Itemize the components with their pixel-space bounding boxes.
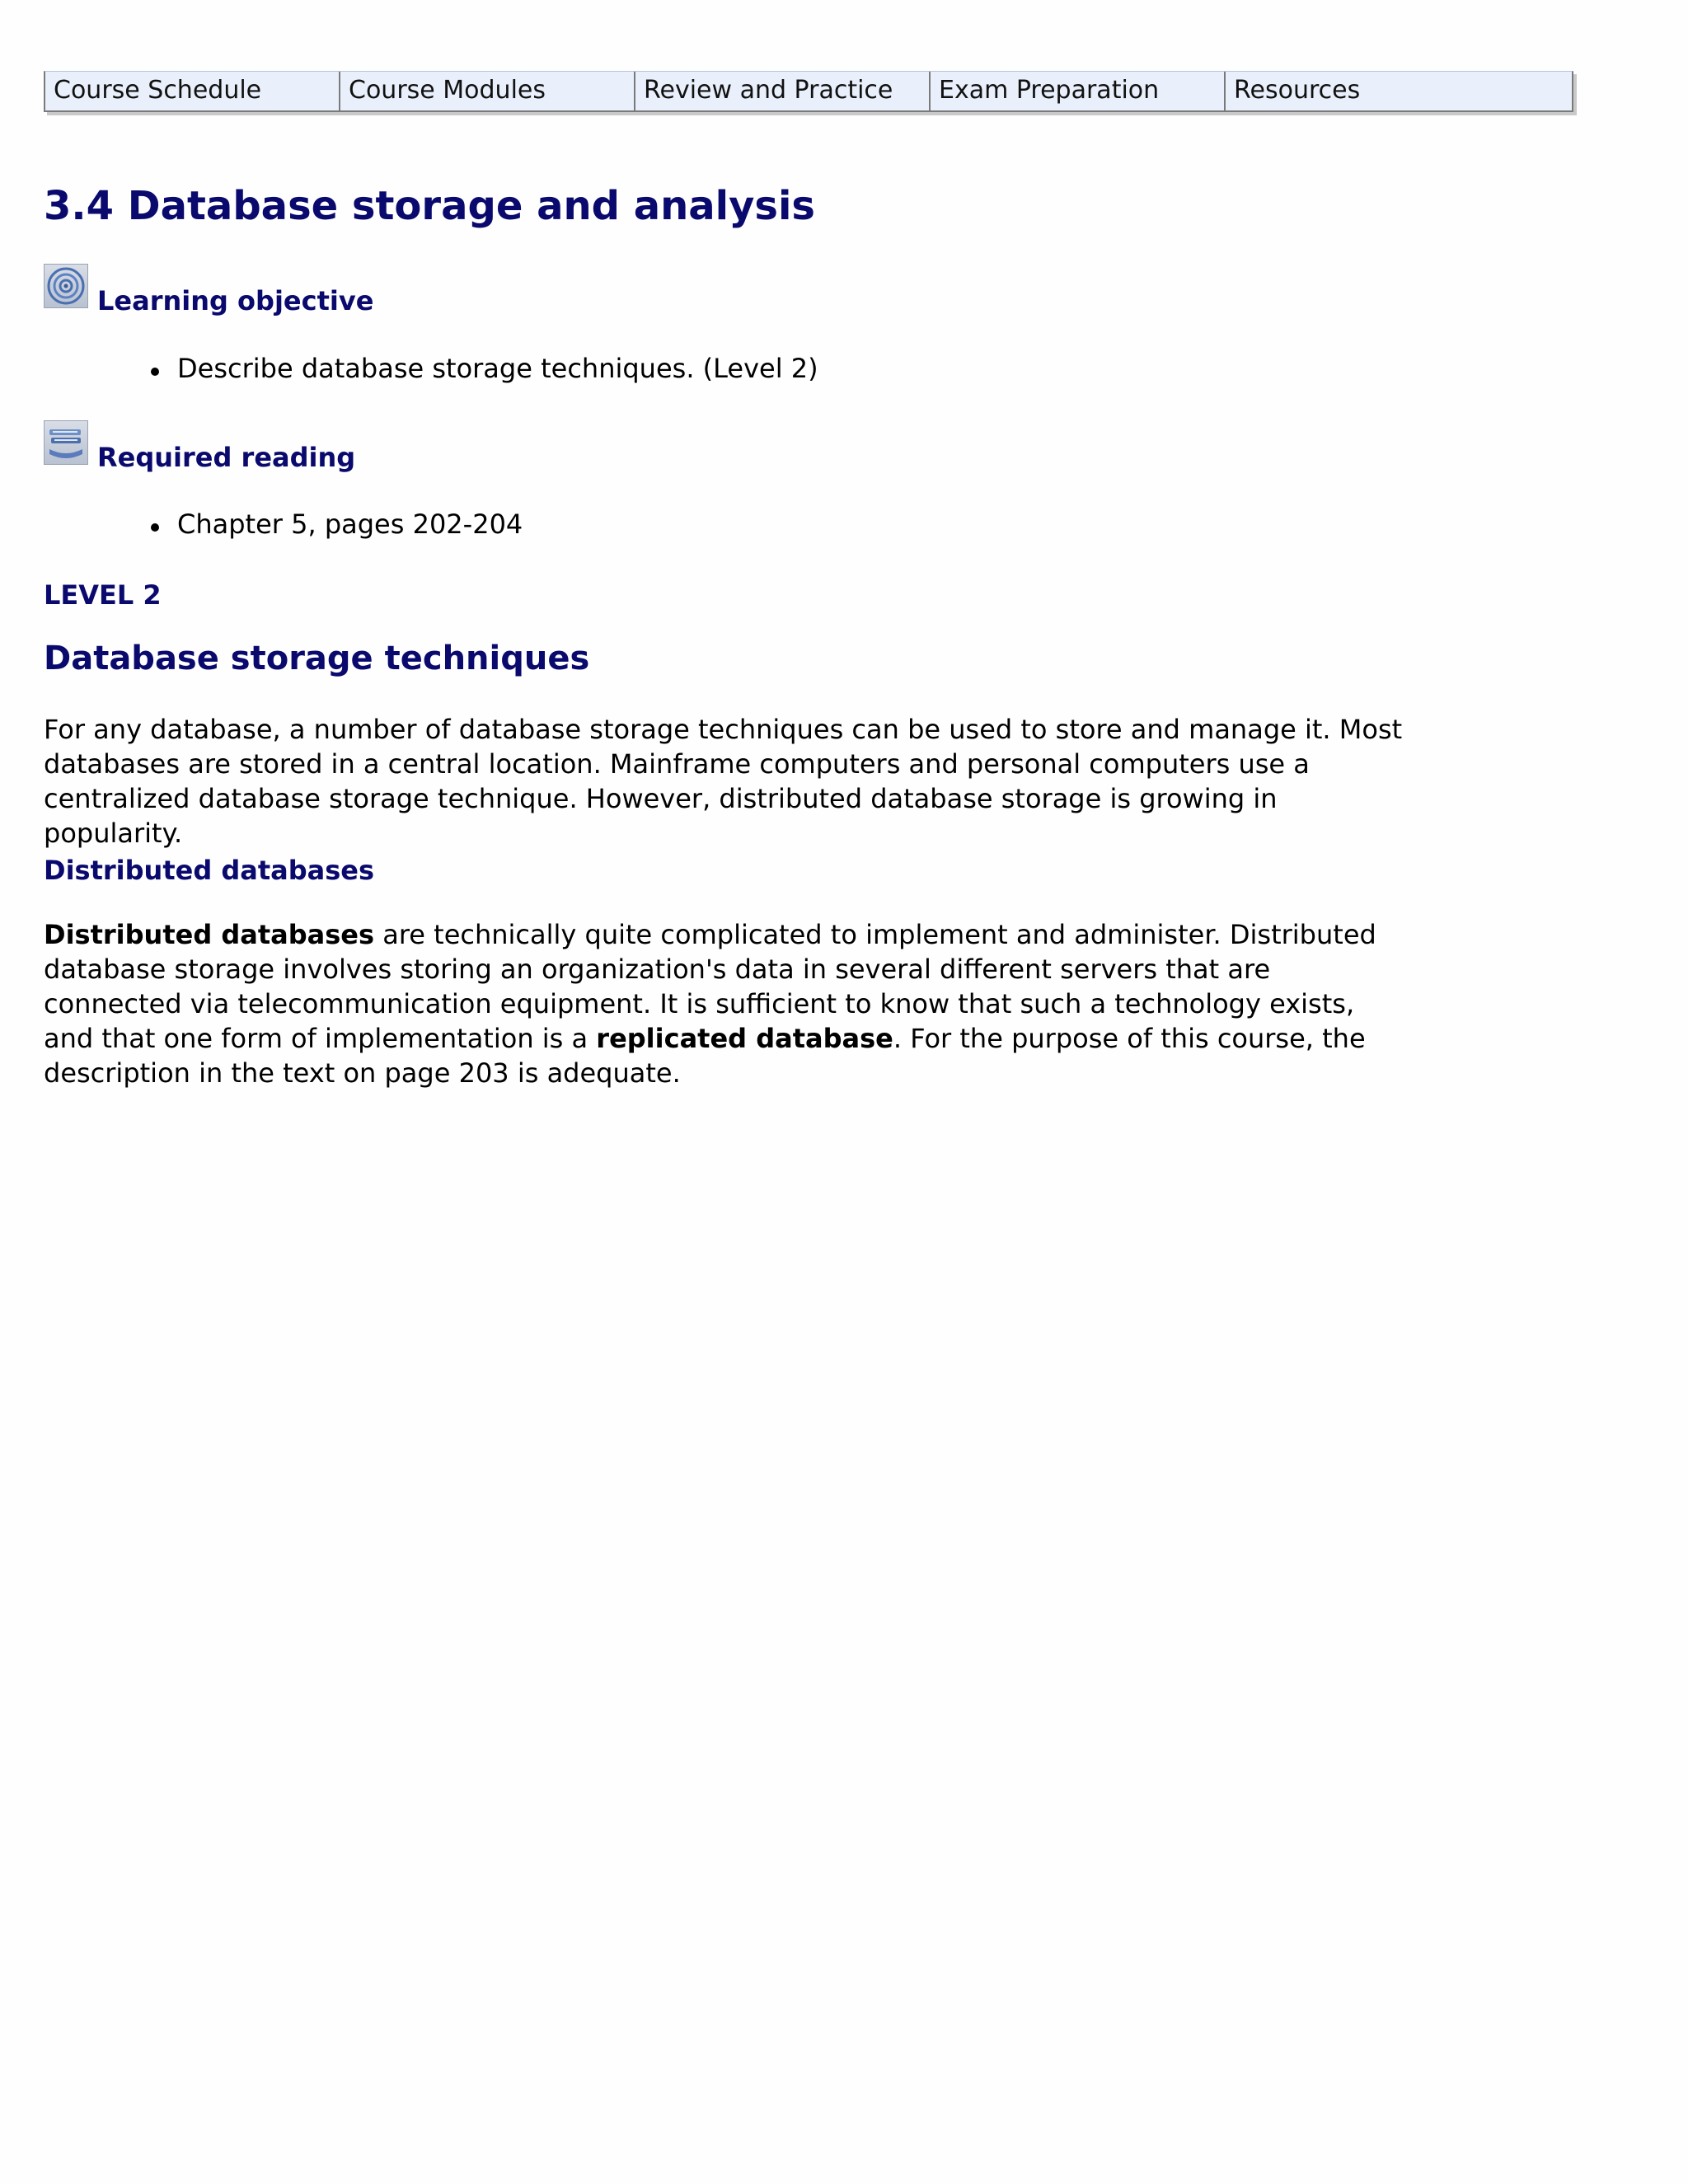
- nav-item-review-and-practice[interactable]: Review and Practice: [635, 72, 931, 110]
- nav-item-course-schedule[interactable]: Course Schedule: [45, 72, 340, 110]
- level-label: LEVEL 2: [44, 579, 162, 611]
- learning-objective-heading: Learning objective: [97, 285, 374, 316]
- term-distributed-databases: Distributed databases: [44, 919, 375, 950]
- section-title: Database storage techniques: [44, 640, 590, 677]
- learning-objective-item: Describe database storage techniques. (Level 2): [177, 353, 818, 384]
- books-icon: [44, 420, 88, 465]
- page-title: 3.4 Database storage and analysis: [44, 183, 815, 229]
- paragraph-text-part-1: are technically quite complicated to implement and administer. Distributed database storage involves storing an organization's data in several different servers that are connected via telecommunication equipment. It is sufficient to know that such a technology exists, and that one form of implementation is a: [44, 919, 1376, 1054]
- required-reading-item: Chapter 5, pages 202-204: [177, 509, 523, 540]
- nav-item-course-modules[interactable]: Course Modules: [340, 72, 635, 110]
- subsection-title: Distributed databases: [44, 855, 375, 886]
- target-icon: [44, 264, 88, 308]
- nav-item-resources[interactable]: Resources: [1234, 76, 1361, 105]
- distributed-databases-paragraph: [44, 917, 1412, 1090]
- course-nav-bar: [44, 71, 1573, 112]
- paragraph-text-part-2: . For the purpose of this course, the description in the text on page 203 is adequate.: [44, 1023, 1366, 1089]
- required-reading-heading: Required reading: [97, 442, 356, 473]
- term-replicated-database: replicated database: [596, 1023, 893, 1054]
- nav-item-exam-preparation[interactable]: Exam Preparation: [931, 72, 1226, 110]
- section-intro-paragraph: For any database, a number of database storage techniques can be used to store and manage it. Most databases are stored in a central location. Mainframe computers and personal computers use a centralized database storage technique. However, distributed database storage is growing in popularity.: [44, 714, 1403, 849]
